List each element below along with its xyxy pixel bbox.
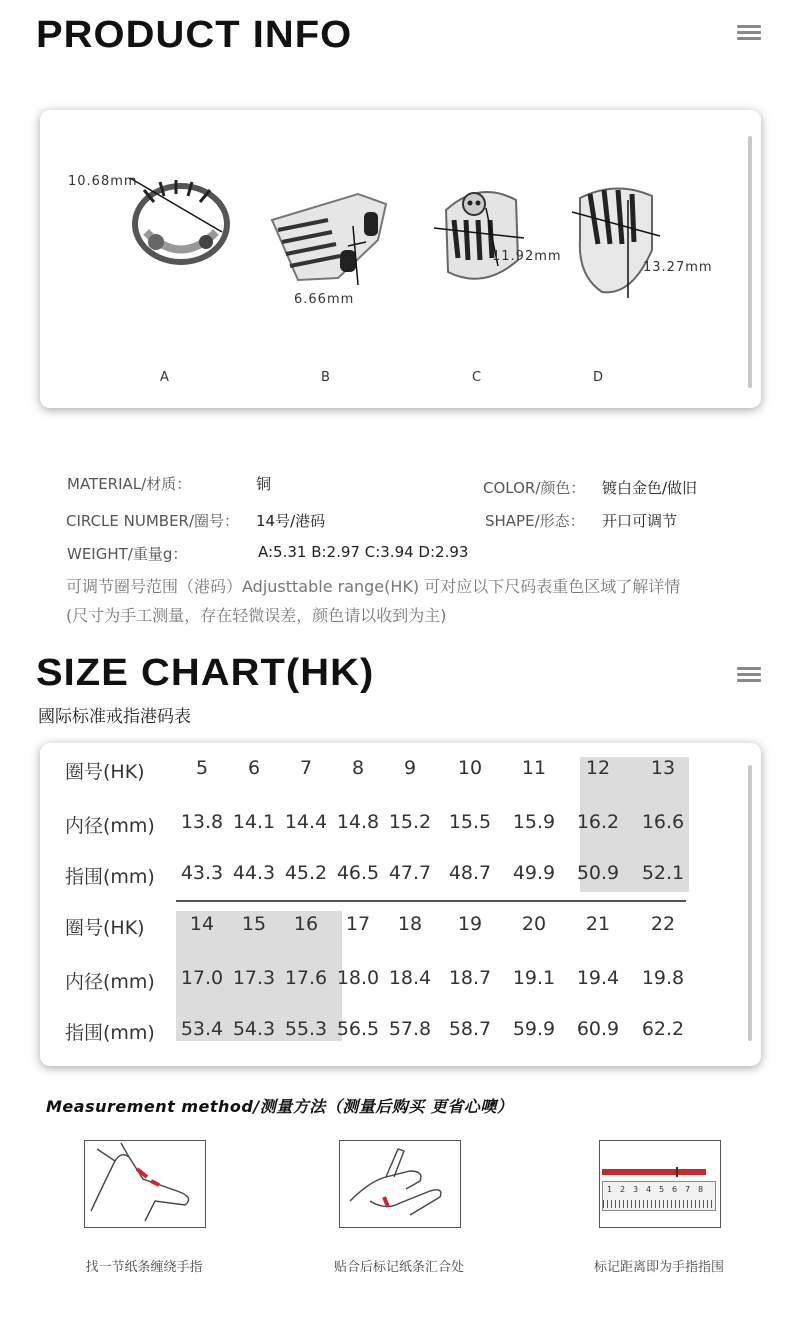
size-cell-circ: 59.9 xyxy=(512,1018,556,1040)
size-cell-sizes: 20 xyxy=(521,913,547,935)
strip-mark xyxy=(676,1167,678,1177)
color-value: 镀白金色/做旧 xyxy=(602,479,698,497)
size-cell-inner: 15.5 xyxy=(448,811,492,833)
measurement-disclaimer: (尺寸为手工测量，存在轻微误差，颜色请以收到为主) xyxy=(66,606,447,625)
size-cell-circ: 62.2 xyxy=(641,1018,685,1040)
size-cell-inner: 17.0 xyxy=(180,967,224,989)
size-cell-circ: 49.9 xyxy=(512,862,556,884)
size-cell-circ: 44.3 xyxy=(232,862,276,884)
size-cell-inner: 18.4 xyxy=(388,967,432,989)
size-cell-sizes: 16 xyxy=(293,913,319,935)
table-divider xyxy=(176,900,686,902)
row-label-inner: 内径(mm) xyxy=(65,971,155,993)
size-cell-inner: 17.3 xyxy=(232,967,276,989)
finger-wrap-icon xyxy=(84,1140,206,1228)
ring-b-dimension: 6.66mm xyxy=(294,292,355,307)
ring-c-image xyxy=(434,180,524,290)
size-cell-circ: 47.7 xyxy=(388,862,432,884)
size-cell-sizes: 5 xyxy=(195,757,209,779)
size-cell-inner: 14.4 xyxy=(284,811,328,833)
size-cell-circ: 50.9 xyxy=(576,862,620,884)
size-cell-circ: 45.2 xyxy=(284,862,328,884)
step-3-caption: 标记距离即为手指指围 xyxy=(593,1260,724,1275)
size-cell-circ: 48.7 xyxy=(448,862,492,884)
step-1-caption: 找一节纸条缠绕手指 xyxy=(85,1260,203,1275)
ring-a-dimension: 10.68mm xyxy=(68,174,138,189)
ruler-number: 7 xyxy=(685,1185,691,1194)
size-cell-sizes: 13 xyxy=(650,757,676,779)
size-cell-sizes: 10 xyxy=(457,757,483,779)
weight-label: WEIGHT/重量g： xyxy=(67,545,188,563)
size-cell-inner: 19.4 xyxy=(576,967,620,989)
ruler-number: 6 xyxy=(672,1185,678,1194)
row-label-size: 圈号(HK) xyxy=(65,761,145,783)
size-cell-circ: 56.5 xyxy=(336,1018,380,1040)
ring-b-label: B xyxy=(321,370,330,385)
size-cell-inner: 19.1 xyxy=(512,967,556,989)
ruler-ticks xyxy=(603,1200,715,1208)
ring-c-label: C xyxy=(472,370,482,385)
ring-image-card xyxy=(40,110,761,408)
size-cell-inner: 14.8 xyxy=(336,811,380,833)
ruler xyxy=(602,1181,716,1211)
ruler-number: 8 xyxy=(698,1185,704,1194)
step-2-caption: 贴合后标记纸条汇合处 xyxy=(333,1260,464,1275)
ruler-number: 2 xyxy=(620,1185,626,1194)
size-cell-circ: 60.9 xyxy=(576,1018,620,1040)
row-label-inner: 内径(mm) xyxy=(65,815,155,837)
size-cell-sizes: 18 xyxy=(397,913,423,935)
size-cell-sizes: 22 xyxy=(650,913,676,935)
color-label: COLOR/颜色： xyxy=(483,479,586,497)
size-chart-title: SIZE CHART(HK) xyxy=(36,652,375,694)
ruler-number: 4 xyxy=(646,1185,652,1194)
size-cell-inner: 18.0 xyxy=(336,967,380,989)
material-label: MATERIAL/材质： xyxy=(67,475,192,493)
size-cell-sizes: 9 xyxy=(403,757,417,779)
measurement-title: Measurement method/测量方法（测量后购买 更省心噢） xyxy=(46,1097,514,1116)
size-cell-circ: 43.3 xyxy=(180,862,224,884)
shape-label: SHAPE/形态： xyxy=(485,512,585,530)
scrollbar[interactable] xyxy=(748,136,752,388)
adjustable-range-note: 可调节圈号范围（港码）Adjusttable range(HK) 可对应以下尺码表重色区域了解详情 xyxy=(66,577,681,596)
mark-paper-icon xyxy=(339,1140,461,1228)
menu-icon[interactable] xyxy=(737,667,761,683)
size-cell-inner: 15.9 xyxy=(512,811,556,833)
product-info-title: PRODUCT INFO xyxy=(36,14,353,56)
size-cell-circ: 52.1 xyxy=(641,862,685,884)
size-cell-circ: 55.3 xyxy=(284,1018,328,1040)
ring-c-dimension: 11.92mm xyxy=(492,249,562,264)
ring-d-dimension: 13.27mm xyxy=(643,260,713,275)
size-cell-sizes: 19 xyxy=(457,913,483,935)
ruler-number: 1 xyxy=(607,1185,613,1194)
circle-number-value: 14号/港码 xyxy=(256,512,326,530)
size-cell-inner: 18.7 xyxy=(448,967,492,989)
ruler-number: 5 xyxy=(659,1185,665,1194)
size-cell-sizes: 21 xyxy=(585,913,611,935)
size-cell-circ: 53.4 xyxy=(180,1018,224,1040)
size-cell-sizes: 7 xyxy=(299,757,313,779)
size-cell-inner: 19.8 xyxy=(641,967,685,989)
scrollbar[interactable] xyxy=(748,765,752,1041)
material-value: 铜 xyxy=(256,475,272,493)
size-cell-circ: 46.5 xyxy=(336,862,380,884)
size-cell-sizes: 11 xyxy=(521,757,547,779)
size-cell-circ: 54.3 xyxy=(232,1018,276,1040)
ring-d-image xyxy=(572,180,660,298)
paper-strip xyxy=(602,1169,706,1175)
size-chart-card xyxy=(40,743,761,1066)
size-cell-circ: 57.8 xyxy=(388,1018,432,1040)
row-label-size: 圈号(HK) xyxy=(65,917,145,939)
ring-a-label: A xyxy=(160,370,169,385)
ruler-number: 3 xyxy=(633,1185,639,1194)
size-cell-inner: 16.6 xyxy=(641,811,685,833)
ring-a-image xyxy=(126,172,236,272)
ring-b-image xyxy=(268,190,390,285)
row-label-circ: 指围(mm) xyxy=(65,866,155,888)
size-cell-sizes: 6 xyxy=(247,757,261,779)
size-cell-inner: 16.2 xyxy=(576,811,620,833)
size-cell-sizes: 14 xyxy=(189,913,215,935)
ruler-icon xyxy=(599,1140,721,1228)
size-cell-inner: 14.1 xyxy=(232,811,276,833)
size-cell-inner: 15.2 xyxy=(388,811,432,833)
size-cell-sizes: 8 xyxy=(351,757,365,779)
circle-number-label: CIRCLE NUMBER/圈号： xyxy=(66,512,240,530)
ring-d-label: D xyxy=(593,370,604,385)
weight-value: A:5.31 B:2.97 C:3.94 D:2.93 xyxy=(258,543,469,561)
size-cell-inner: 13.8 xyxy=(180,811,224,833)
size-chart-subtitle: 國际标准戒指港码表 xyxy=(38,707,191,727)
size-cell-sizes: 15 xyxy=(241,913,267,935)
size-cell-circ: 58.7 xyxy=(448,1018,492,1040)
row-label-circ: 指围(mm) xyxy=(65,1022,155,1044)
size-cell-sizes: 12 xyxy=(585,757,611,779)
menu-icon[interactable] xyxy=(737,25,761,41)
size-cell-sizes: 17 xyxy=(345,913,371,935)
size-cell-inner: 17.6 xyxy=(284,967,328,989)
shape-value: 开口可调节 xyxy=(602,512,678,530)
